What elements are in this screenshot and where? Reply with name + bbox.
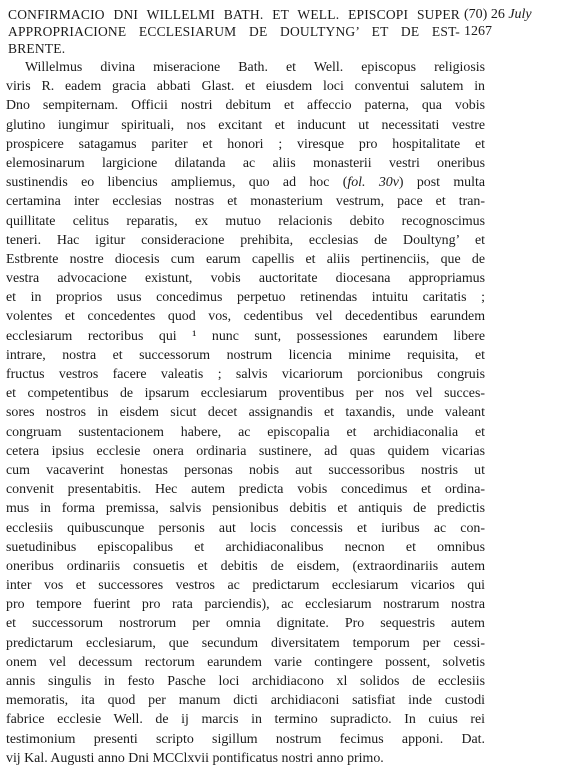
text-line: vij Kal. Augusti anno Dni MCClxvii pontificatus nostri anno primo. (6, 750, 384, 766)
text-line: inter vos et successores vestros ac predictarum ecclesiarum vicarios qui (6, 578, 485, 594)
text-line: convenit presentabitis. Hec autem predicta vobis concedimus et ordina- (6, 482, 485, 498)
date-day: 26 (490, 7, 505, 22)
date-year: 1267 (464, 24, 492, 39)
marginal-date (464, 6, 570, 40)
text-line: ecclesiis quibuscunque personis aut locis concessis et iuribus ac con- (6, 520, 485, 536)
text-line: testimonium presenti scripto sigillum nostrum fecimus apponi. Dat. (6, 731, 485, 747)
text-line: certamina inter ecclesias nostras et monasterium vestrum, pace et tran- (6, 194, 485, 210)
text-line: elemosinarum largicione dilatanda ac aliis monasterii vestri oneribus (6, 155, 485, 171)
text-line: onem vel decessum rectorum earundem varie contingere possent, solvetis (6, 654, 485, 670)
heading-line: BRENTE. (8, 41, 66, 56)
text-line: prospicere satagamus pariter et honori ; viresque pro hospitalitate et (6, 136, 485, 152)
text-line: Willelmus divina miseracione Bath. et Well. episcopus religiosis (25, 60, 485, 75)
text-line: ecclesiarum rectoribus qui ¹ nunc sunt, possessiones earundem libere (6, 328, 485, 344)
text-line: pro tempore fuerint pro rata parciendis), ac ecclesiarum nostrarum nostra (6, 597, 485, 613)
text-line: viris R. eadem gracia abbati Glast. et eiusdem loci conventui salutem in (6, 79, 485, 95)
text-line: et competentibus de ipsarum ecclesiarum proventibus per nos vel succes- (6, 386, 485, 402)
text-line: predictarum ecclesiarum, que secundum diversitatem temporum per cessi- (6, 635, 485, 651)
text-line: sustinendis eo libencius ampliemus, quo ad hoc (fol. 30v) post multa (6, 175, 485, 191)
marginal-date-line (464, 6, 570, 23)
text-line: congruam sustentacionem habere, ac episcopalia et archidiaconalia et (6, 424, 485, 440)
document-heading (8, 6, 460, 57)
text-line: memoratis, ita quod per manum dicti archidiaconi satisfiat inde custodi (6, 693, 485, 709)
text-line: fructus vestros facere valeatis ; salvis vicariorum porcionibus congruis (6, 367, 485, 382)
text-line: sores nostros in eisdem sicut decet assignandis et taxandis, unde valeant (6, 405, 485, 421)
text-line: Dno sempiternam. Officii nostri debitum et affeccio paterna, qua vobis (6, 98, 485, 114)
text-line: et in proprios usus concedimus perpetuo retinendas intuitu caritatis ; (6, 290, 485, 306)
text-line: volentes et concedentes quod vos, cedentibus vel decedentibus earundem (6, 309, 485, 325)
date-month: July (508, 7, 532, 22)
text-line: annis singulis in festo Pasche loci archidiacono xl solidos de ecclesiis (6, 674, 485, 689)
text-line: teneri. Hac igitur consideracione prehibita, ecclesias de Doultyng’ et (6, 232, 485, 248)
text-line: oneribus ordinariis consuetis et debitis de eisdem, (extraordinariis autem (6, 558, 485, 574)
charter-text (6, 58, 485, 768)
text-line: fabrice ecclesie Well. de ij marcis in termino supradicto. In cuius rei (6, 712, 485, 728)
heading-line: CONFIRMACIO DNI WILLELMI BATH. ET WELL. EPISCOPI SUPER (8, 7, 460, 22)
text-line: cetera ipsius ecclesie onera ordinaria sustinere, ad quas quidem vicarias (6, 443, 485, 459)
folio-reference: fol. 30v (347, 175, 399, 191)
text-line: et successorum nostrorum per omnia dignitate. Pro sequestris autem (6, 616, 485, 632)
text-line: suetudinibus episcopalibus et archidiaconalibus necnon et omnibus (6, 539, 485, 555)
text-line: intrare, nostra et successorum nostrum licencia minime requisita, et (6, 347, 485, 363)
heading-line: APPROPRIACIONE ECCLESIARUM DE DOULTYNG’ ET DE EST- (8, 24, 460, 39)
text-line: vestra advocacione existunt, vobis auctoritate diocesana appropriamus (6, 271, 485, 287)
text-line: glutino iungimur spirituali, nos excitant et inducunt ut necessitati vestre (6, 117, 485, 133)
text-line: quillitate celitus reparatis, ex mutuo relacionis debito recognoscimus (6, 213, 485, 229)
text-line: mus in forma premissa, salvis pensionibus debitis et antiquis de predictis (6, 501, 485, 517)
entry-number: (70) (464, 7, 488, 22)
text-line: Estbrente nostre diocesis cum earum capellis et aliis pertinenciis, que de (6, 251, 485, 267)
text-line: cum vacaverint honestas personas nobis aut successoribus nostris ut (6, 462, 485, 478)
